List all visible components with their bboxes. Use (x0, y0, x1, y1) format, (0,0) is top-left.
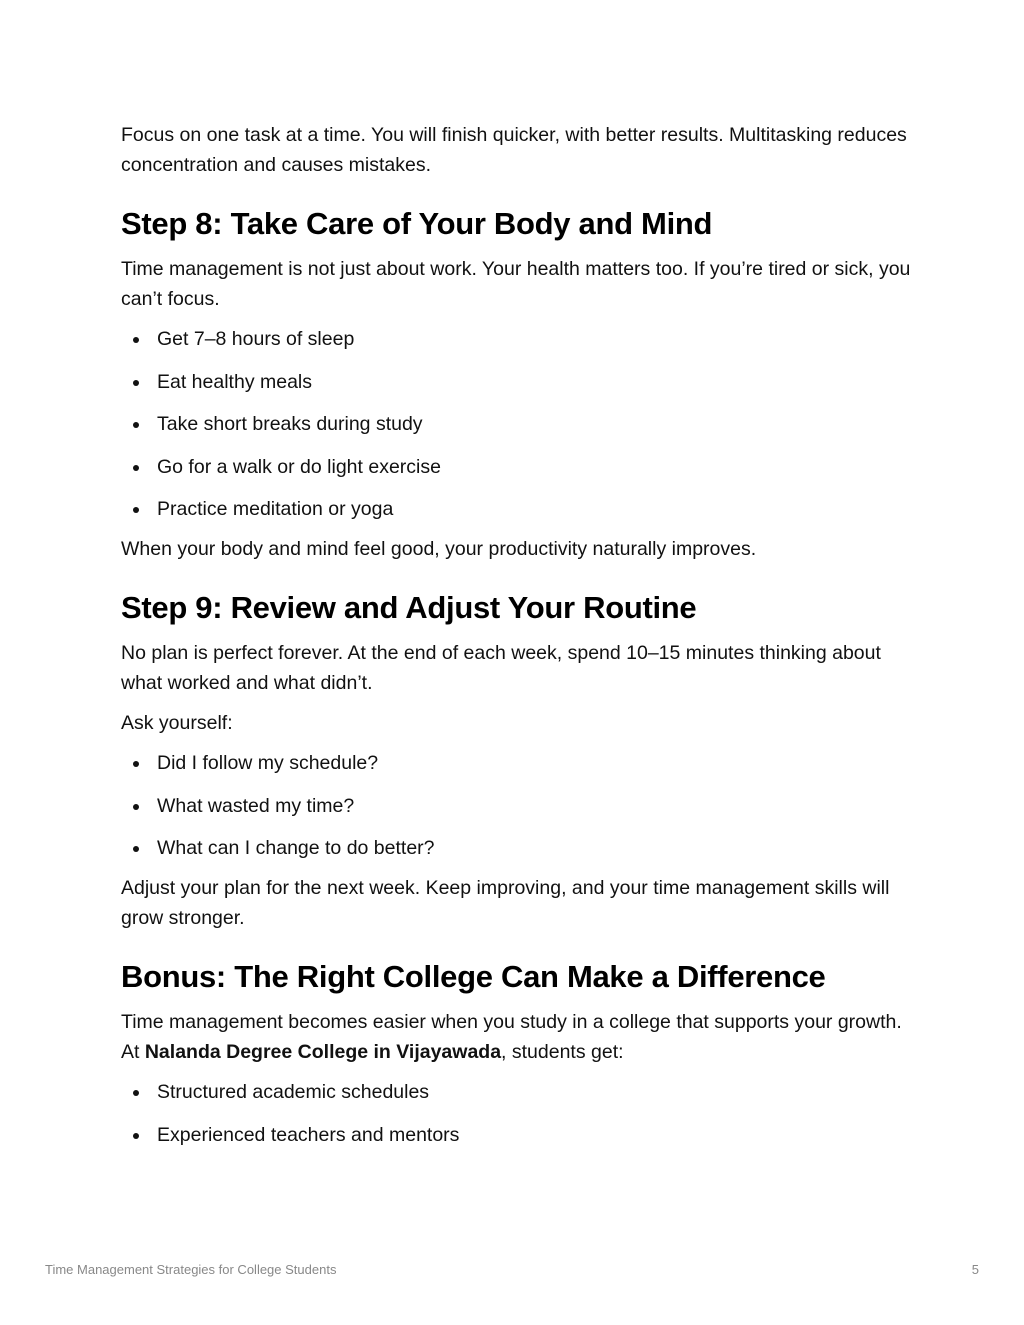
bullet-icon (133, 1133, 139, 1139)
list-item-text: Practice meditation or yoga (157, 498, 394, 520)
step9-prompt: Ask yourself: (121, 712, 233, 734)
step8-list (121, 324, 911, 524)
college-name: Nalanda Degree College in Vijayawada (144, 1041, 502, 1063)
bullet-icon (133, 804, 139, 810)
list-item-text: Experienced teachers and mentors (157, 1123, 460, 1146)
list-item-text: Get 7–8 hours of sleep (157, 328, 355, 350)
bonus-text-after: , students get: (501, 1041, 624, 1063)
step9-heading: Step 9: Review and Adjust Your Routine (121, 590, 697, 625)
page-number: 5 (971, 1262, 979, 1277)
bonus-heading: Bonus: The Right College Can Make a Difference (121, 959, 826, 994)
list-item (157, 833, 911, 863)
list-item (157, 1077, 911, 1107)
step9-list (121, 748, 911, 863)
list-item (157, 748, 911, 778)
list-item (157, 409, 911, 439)
list-item (157, 452, 911, 482)
bullet-icon (133, 380, 139, 386)
list-item (157, 367, 911, 397)
list-item-text: Eat healthy meals (157, 370, 313, 393)
bullet-icon (133, 1090, 139, 1096)
list-item-text: Did I follow my schedule? (157, 752, 379, 774)
bullet-icon (133, 507, 139, 513)
bullet-icon (133, 422, 139, 428)
intro-paragraph: Focus on one task at a time. You will finish quicker, with better results. Multitasking reduces concentration and causes mistakes. (121, 124, 907, 176)
list-item (157, 324, 911, 354)
list-item (157, 494, 911, 524)
step8-closing: When your body and mind feel good, your productivity naturally improves. (121, 538, 757, 560)
bullet-icon (133, 846, 139, 852)
bonus-text-before: Time management becomes easier when you study in a college that supports your growth. At (121, 1011, 902, 1063)
bullet-icon (133, 465, 139, 471)
bullet-icon (133, 761, 139, 767)
bonus-paragraph (121, 1007, 911, 1067)
list-item (157, 1120, 911, 1150)
list-item-text: Structured academic schedules (157, 1081, 430, 1103)
document-page (121, 120, 911, 1160)
list-item-text: What can I change to do better? (157, 837, 435, 859)
step9-closing: Adjust your plan for the next week. Keep improving, and your time management skills will grow stronger. (121, 877, 890, 929)
list-item-text: Take short breaks during study (157, 413, 423, 435)
step8-paragraph: Time management is not just about work. Your health matters too. If you’re tired or sick, you can’t focus. (121, 258, 911, 310)
list-item-text: Go for a walk or do light exercise (157, 455, 441, 478)
bonus-list (121, 1077, 911, 1150)
list-item (157, 791, 911, 821)
step8-heading: Step 8: Take Care of Your Body and Mind (121, 206, 713, 241)
bullet-icon (133, 337, 139, 343)
step9-paragraph: No plan is perfect forever. At the end of each week, spend 10–15 minutes thinking about what worked and what didn’t. (121, 642, 881, 694)
list-item-text: What wasted my time? (157, 794, 355, 817)
footer-title: Time Management Strategies for College Students (45, 1262, 337, 1277)
